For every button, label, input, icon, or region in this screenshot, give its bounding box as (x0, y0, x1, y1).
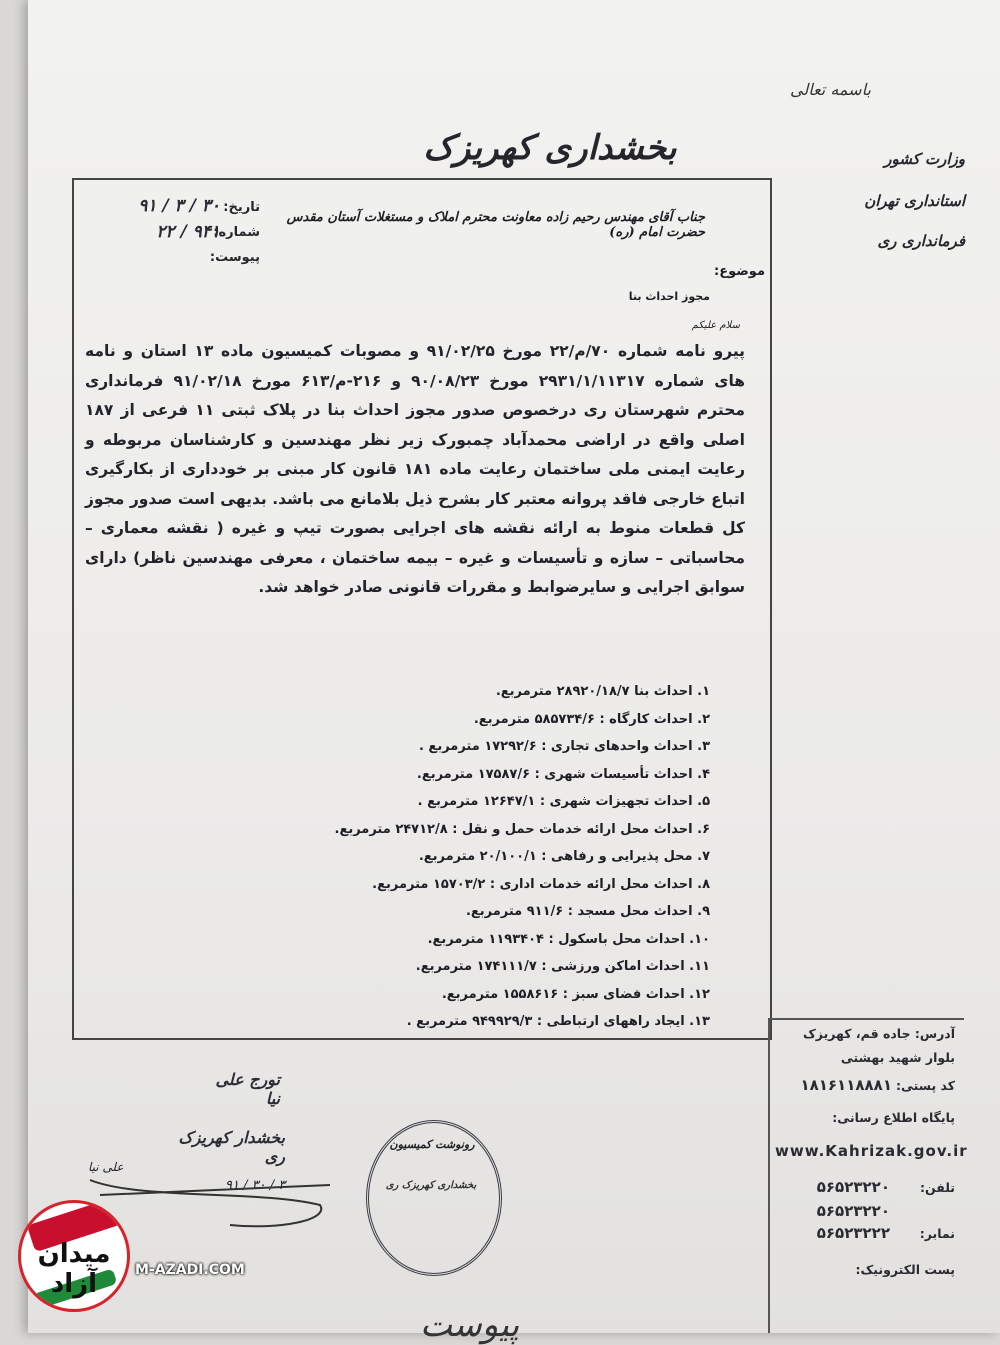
phone-2: ۵۶۵۲۳۲۲۰ (816, 1202, 890, 1220)
letterhead-title: بخشداری کهریزک (423, 128, 677, 168)
website-link[interactable]: www.Kahrizak.gov.ir (775, 1142, 968, 1160)
fax-label: نمابر: (919, 1226, 955, 1241)
site-watermark: M-AZADI.COM (135, 1262, 245, 1278)
address-line1: آدرس: جاده قم، کهریزک (803, 1026, 955, 1041)
address-panel (768, 1018, 968, 1333)
email-label: پست الکترونیک: (855, 1262, 955, 1277)
subject-value: مجوز احداث بنا (628, 290, 710, 303)
list-item: ۱. احداث بنا ۲۸۹۲۰/۱۸/۷ مترمربع. (495, 684, 710, 699)
date-label: تاریخ: (223, 200, 260, 215)
stamp-bottom-text: بخشداری کهریزک ری (385, 1180, 477, 1191)
attachment-label: پیوست: (209, 250, 260, 265)
fax-number: ۵۶۵۲۳۲۲۲ (816, 1224, 890, 1242)
number-label: شماره: (213, 225, 260, 240)
stamp-top-text: رونوشت کمیسیون (389, 1138, 475, 1151)
signature-initials: علی نیا (88, 1160, 124, 1174)
date-value: ۹۱ / ۳ / ۳۰ (138, 196, 220, 216)
list-item: ۱۱. احداث اماکن ورزشی : ۱۷۴۱۱۱/۷ مترمربع. (415, 959, 710, 974)
signatory-name: تورج علی نیا (215, 1070, 280, 1108)
phone-1: ۵۶۵۲۳۲۲۰ (816, 1178, 890, 1196)
list-item: ۳. احداث واحدهای تجاری : ۱۷۲۹۲/۶ مترمربع . (418, 739, 710, 754)
greeting: سلام علیکم (691, 320, 740, 331)
list-item: ۱۲. احداث فضای سبز : ۱۵۵۸۶۱۶ مترمربع. (441, 986, 710, 1002)
province-label: استانداری تهران (864, 192, 965, 210)
signatory-title: بخشدار کهریزک ری (178, 1128, 285, 1166)
list-item: ۵. احداث تجهیزات شهری : ۱۲۶۴۷/۱ مترمربع . (417, 794, 710, 809)
governorate-label: فرمانداری ری (877, 232, 965, 250)
basmala: باسمه تعالی (790, 80, 871, 99)
number-value: ۲۲ / ۹۴۱ (156, 222, 220, 242)
signature-note: ۹۱ / ۳۰ / ۳ (225, 1178, 286, 1193)
addressee: جناب آقای مهندس رحیم زاده معاونت محترم املاک و مستغلات آستان مقدس حضرت امام (ره) (286, 210, 705, 240)
list-item: ۴. احداث تأسیسات شهری : ۱۷۵۸۷/۶ مترمربع. (416, 766, 710, 782)
list-item: ۹. احداث محل مسجد : ۹۱۱/۶ مترمربع. (465, 904, 710, 919)
site-logo (18, 1200, 130, 1312)
postal-code: ۱۸۱۶۱۱۸۸۸۱ (800, 1076, 892, 1094)
ministry-label: وزارت کشور (884, 150, 965, 168)
portal-label: پایگاه اطلاع رسانی: (832, 1110, 955, 1125)
letter-body: پیرو نامه شماره ۷۰/م/۲۲ مورخ ۹۱/۰۲/۲۵ و مصوبات کمیسیون ماده ۱۳ استان و نامه های شماره ۲۹۳۱/۱/۱۱۳۱۷ مورخ ۹۰/۰۸/۲۳ و ۲۱۶-م/۶۱۳ مورخ ۹۱/۰۲/۱۸ فرمانداری محترم شهرستان ری درخصوص صدور مجوز احداث بنا در پلاک ثبتی ۱۱ فرعی از ۱۸۷ اصلی واقع در اراضی محمدآباد چمبورک زیر نظر مهندسین و کارشناسان مربوطه و رعایت ایمنی ملی ساختمان رعایت ماده ۱۸۱ قانون کار مبنی بر خودداری از بکارگیری اتباع خارجی فاقد پروانه معتبر کار بشرح ذیل بلامانع می باشد. بدیهی است صدور مجوز کل قطعات منوط به ارائه نقشه های اجرایی بصورت تیپ و غیره ( نقشه معماری – محاسباتی – سازه و تأسیسات و غیره – بیمه ساختمان ، معرفی مهندسین ناظر) دارای سوابق اجرایی و سایرضوابط و مقررات قانونی صادر خواهد شد. (85, 342, 746, 596)
list-item: ۸. احداث محل ارائه خدمات اداری : ۱۵۷۰۳/۲ مترمربع. (372, 876, 710, 892)
address-line2: بلوار شهید بهشتی (840, 1050, 955, 1065)
list-item: ۶. احداث محل ارائه خدمات حمل و نقل : ۲۴۷۱۲/۸ مترمربع. (334, 821, 710, 837)
list-item: ۲. احداث کارگاه : ۵۸۵۷۳۴/۶ مترمربع. (473, 711, 710, 727)
area-list (334, 684, 710, 1042)
logo-text: میدان آزاد (37, 1239, 111, 1299)
list-item: ۱۰. احداث محل باسکول : ۱۱۹۳۴۰۴ مترمربع. (427, 931, 710, 947)
phone-label: تلفن: (919, 1180, 955, 1195)
list-item: ۱۳. ایجاد راههای ارتباطی : ۹۴۹۹۲۹/۳ مترمربع . (406, 1014, 710, 1029)
postal-label: کد پستی: (895, 1078, 955, 1093)
subject-label: موضوع: (714, 264, 765, 279)
list-item: ۷. محل پذیرایی و رفاهی : ۲۰/۱۰۰/۱ مترمربع. (418, 849, 710, 864)
footer-scribble: پیوست (420, 1305, 520, 1345)
